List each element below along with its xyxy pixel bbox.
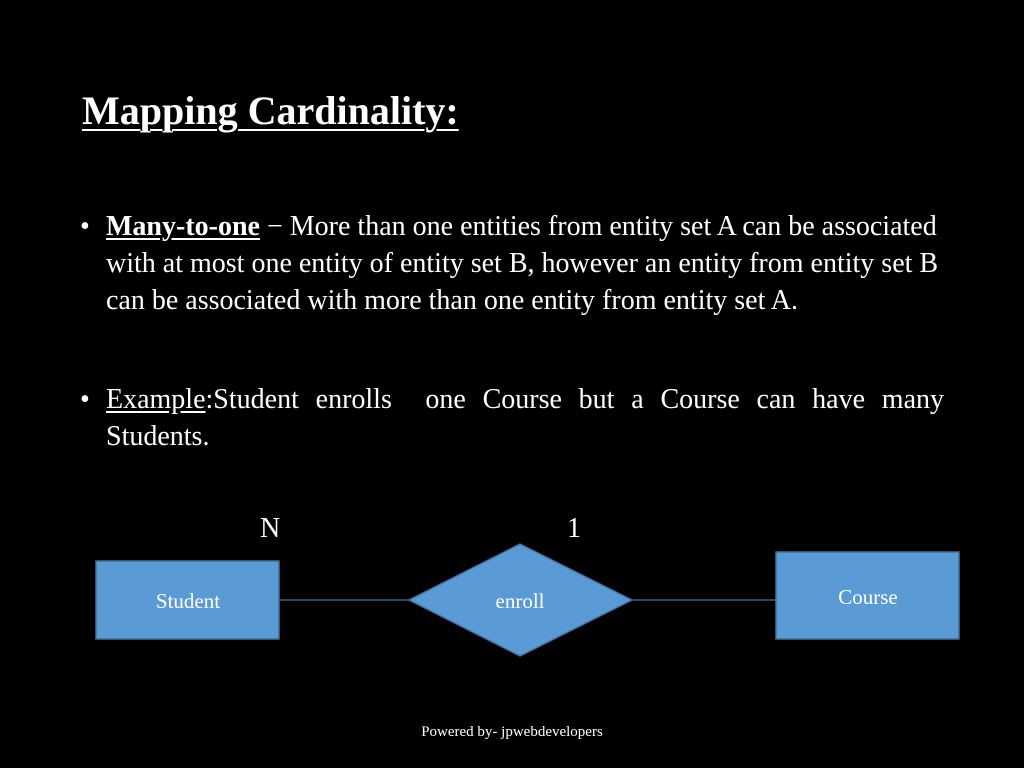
bullet-dot-icon: • bbox=[80, 384, 90, 415]
definition-text: More than one entities from entity set A can be associated with at most one entity of entity set B, however an entity from entity set B can be associated with more than one entity from entity set A. bbox=[106, 211, 939, 316]
term-dash: − bbox=[259, 211, 290, 242]
term-many-to-one: Many-to-one bbox=[106, 211, 260, 242]
cardinality-n-label: N bbox=[260, 513, 281, 544]
slide-title: Mapping Cardinality: bbox=[82, 88, 459, 133]
cardinality-1-label: 1 bbox=[567, 513, 581, 544]
example-label: Example bbox=[106, 384, 206, 415]
entity-student-label: Student bbox=[155, 589, 221, 613]
entity-course-label: Course bbox=[838, 585, 898, 609]
example-text: :Student enrolls one Course but a Course can have many Students. bbox=[106, 384, 951, 452]
footer-credit: Powered by- jpwebdevelopers bbox=[421, 724, 603, 740]
relationship-enroll-label: enroll bbox=[495, 589, 545, 613]
bullet-dot-icon: • bbox=[80, 211, 90, 242]
